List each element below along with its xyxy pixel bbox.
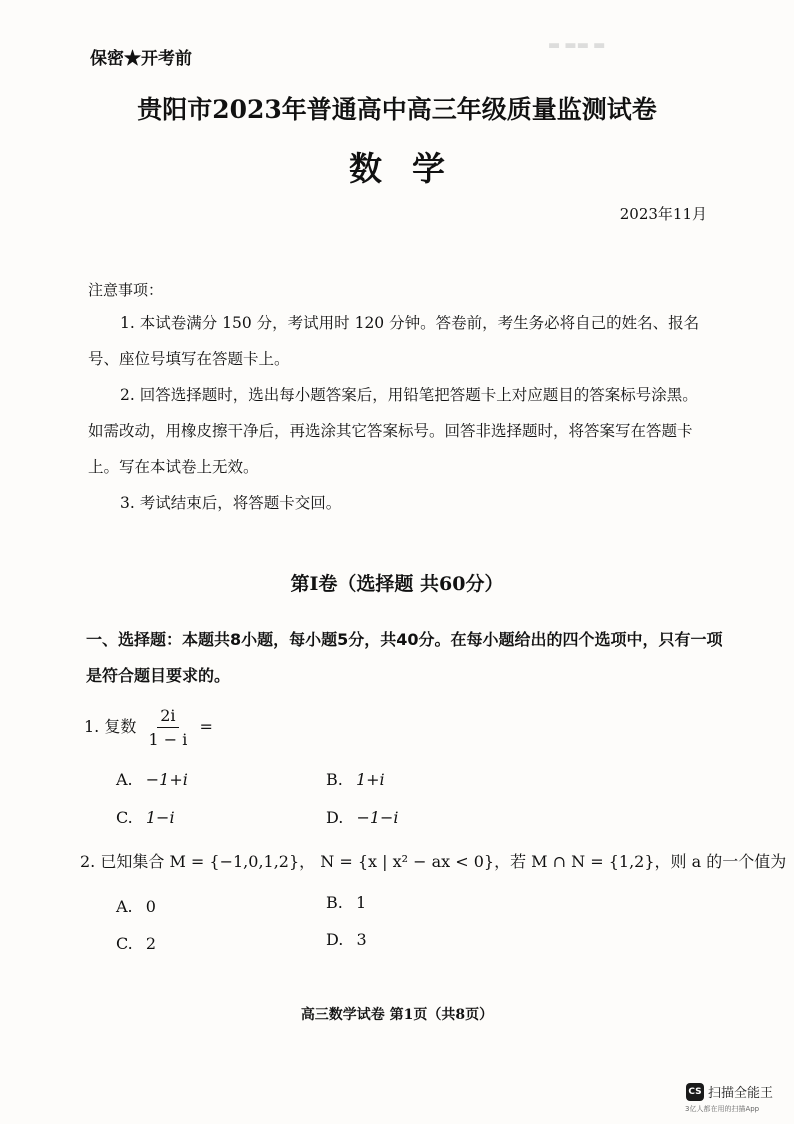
- option-text: 3: [356, 930, 367, 949]
- option-a: [116, 770, 188, 789]
- option-label: C.: [116, 934, 133, 953]
- option-label: A.: [116, 897, 133, 916]
- option-text: 2: [145, 934, 157, 953]
- option-text: 1−i: [145, 808, 175, 827]
- scanner-app-name: 扫描全能王: [708, 1086, 774, 1101]
- option-label: B.: [326, 893, 343, 912]
- option-text: −1+i: [145, 770, 188, 789]
- question-stem-suffix: =: [199, 717, 213, 736]
- note-item-1: 1. 本试卷满分 150 分，考试用时 120 分钟。答卷前，考生务必将自己的姓名、报名号、座位号填写在答题卡上。: [88, 314, 700, 368]
- bleed-through-text: [548, 38, 605, 53]
- scanner-tagline: 3亿人都在用的扫描App: [685, 1105, 760, 1113]
- question-1: [84, 706, 213, 749]
- option-b: [326, 770, 385, 789]
- fraction-numerator: 2i: [157, 706, 178, 728]
- option-b: [326, 893, 366, 912]
- subject-title: 数学: [349, 149, 475, 188]
- question-stem: 已知集合 M = {−1,0,1,2}， N = {x | x² − ax < 0}，若 M ∩ N = {1,2}，则 a 的一个值为: [100, 852, 787, 871]
- scanner-watermark: [686, 1082, 773, 1101]
- bleed-through-mark: ▬ ▬▬ ▬: [548, 38, 606, 53]
- section-title: 第Ⅰ卷（选择题 共60分）: [290, 573, 504, 595]
- fraction-denominator: 1 − i: [148, 730, 188, 749]
- option-label: D.: [326, 808, 344, 827]
- note-item-3: 3. 考试结束后，将答题卡交回。: [120, 494, 342, 512]
- exam-date: 2023年11月: [619, 205, 707, 223]
- question-number: 2.: [80, 852, 96, 871]
- option-d: [326, 808, 399, 827]
- option-a: [116, 897, 156, 916]
- option-label: C.: [116, 808, 133, 827]
- note-item-2: 2. 回答选择题时，选出每小题答案后，用铅笔把答题卡上对应题目的答案标号涂黑。如需改动，用橡皮擦干净后，再选涂其它答案标号。回答非选择题时，将答案写在答题卡上。写在本试卷上无效。: [88, 386, 698, 476]
- notes-title: 注意事项：: [88, 281, 164, 299]
- option-text: −1−i: [356, 808, 399, 827]
- option-text: 1: [355, 893, 367, 912]
- camscanner-logo-icon: CS: [686, 1083, 704, 1101]
- option-label: B.: [326, 770, 343, 789]
- confidential-label: 保密★开考前: [90, 49, 192, 69]
- option-label: D.: [326, 930, 344, 949]
- question-stem-prefix: 复数: [104, 717, 137, 736]
- question-number: 1.: [84, 717, 100, 736]
- option-c: [116, 934, 156, 953]
- page-footer: 高三数学试卷 第1页（共8页）: [300, 1007, 494, 1023]
- option-label: A.: [116, 770, 133, 789]
- option-text: 1+i: [355, 770, 385, 789]
- option-c: [116, 808, 175, 827]
- exam-title: 贵阳市2023年普通高中高三年级质量监测试卷: [137, 95, 657, 124]
- option-d: [326, 930, 367, 949]
- option-text: 0: [145, 897, 156, 916]
- part-instructions: 一、选择题：本题共8小题，每小题5分，共40分。在每小题给出的四个选项中，只有一项是符合题目要求的。: [86, 630, 723, 685]
- fraction: [145, 706, 190, 749]
- question-2: [80, 849, 786, 872]
